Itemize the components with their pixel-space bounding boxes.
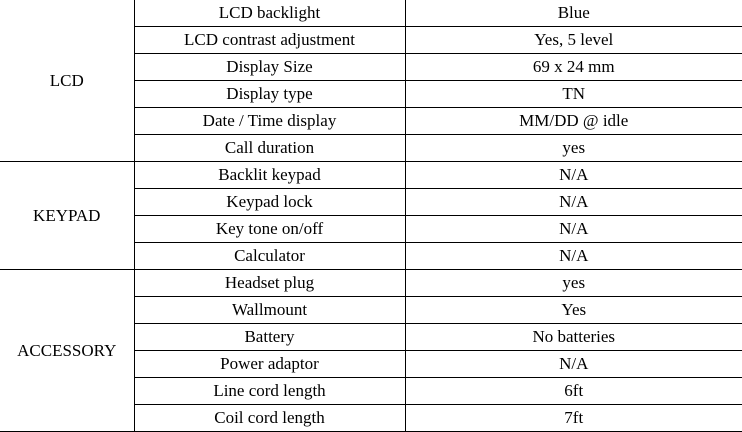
group-label-accessory: ACCESSORY: [0, 270, 134, 432]
feature-cell: Wallmount: [134, 297, 405, 324]
feature-cell: Display Size: [134, 54, 405, 81]
feature-cell: Date / Time display: [134, 108, 405, 135]
group-label-keypad: KEYPAD: [0, 162, 134, 270]
feature-cell: Headset plug: [134, 270, 405, 297]
value-cell: Yes, 5 level: [405, 27, 742, 54]
value-cell: yes: [405, 270, 742, 297]
value-cell: N/A: [405, 243, 742, 270]
value-cell: TN: [405, 81, 742, 108]
value-cell: yes: [405, 135, 742, 162]
feature-cell: Key tone on/off: [134, 216, 405, 243]
feature-cell: Battery: [134, 324, 405, 351]
group-label-lcd: LCD: [0, 0, 134, 162]
table-row: [0, 0, 742, 27]
value-cell: 69 x 24 mm: [405, 54, 742, 81]
feature-cell: Backlit keypad: [134, 162, 405, 189]
feature-cell: Display type: [134, 81, 405, 108]
feature-cell: Line cord length: [134, 378, 405, 405]
value-cell: Yes: [405, 297, 742, 324]
value-cell: N/A: [405, 351, 742, 378]
feature-cell: Coil cord length: [134, 405, 405, 432]
value-cell: N/A: [405, 216, 742, 243]
value-cell: Blue: [405, 0, 742, 27]
value-cell: N/A: [405, 162, 742, 189]
value-cell: 6ft: [405, 378, 742, 405]
feature-cell: Power adaptor: [134, 351, 405, 378]
feature-cell: Keypad lock: [134, 189, 405, 216]
feature-cell: LCD backlight: [134, 0, 405, 27]
value-cell: 7ft: [405, 405, 742, 432]
value-cell: N/A: [405, 189, 742, 216]
feature-cell: Call duration: [134, 135, 405, 162]
feature-cell: LCD contrast adjustment: [134, 27, 405, 54]
value-cell: MM/DD @ idle: [405, 108, 742, 135]
value-cell: No batteries: [405, 324, 742, 351]
feature-cell: Calculator: [134, 243, 405, 270]
table-row: [0, 162, 742, 189]
table-row: [0, 270, 742, 297]
